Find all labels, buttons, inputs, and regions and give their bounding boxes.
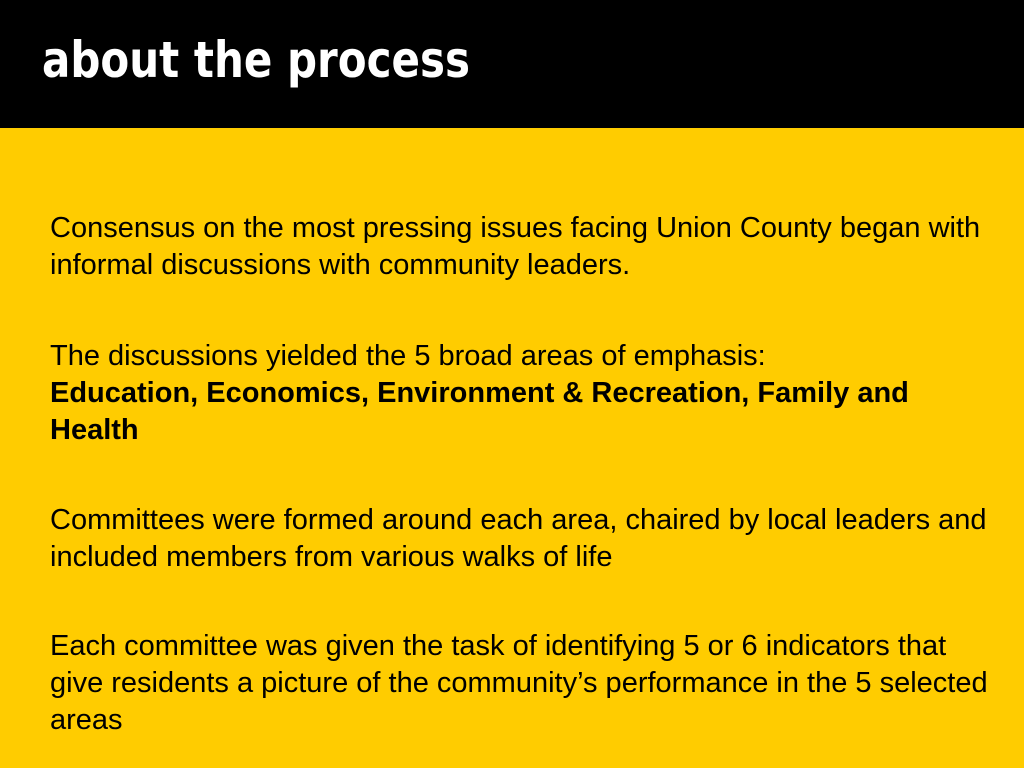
paragraph-consensus: Consensus on the most pressing issues facing Union County began with informal discussions with community leaders. (50, 212, 981, 281)
paragraph-committees: Committees were formed around each area, chaired by local leaders and included members from various walks of life (50, 504, 987, 573)
title-bar (0, 0, 1024, 128)
paragraph-indicators: Each committee was given the task of identifying 5 or 6 indicators that give residents a picture of the community’s performance in the 5 selected areas (50, 630, 988, 736)
areas-list-text: Education, Economics, Environment & Recreation, Family and Health (50, 377, 909, 446)
slide-title: about the process (42, 31, 470, 89)
paragraph-areas-of-emphasis (50, 338, 1000, 449)
areas-intro-text: The discussions yielded the 5 broad areas of emphasis: (50, 340, 766, 372)
